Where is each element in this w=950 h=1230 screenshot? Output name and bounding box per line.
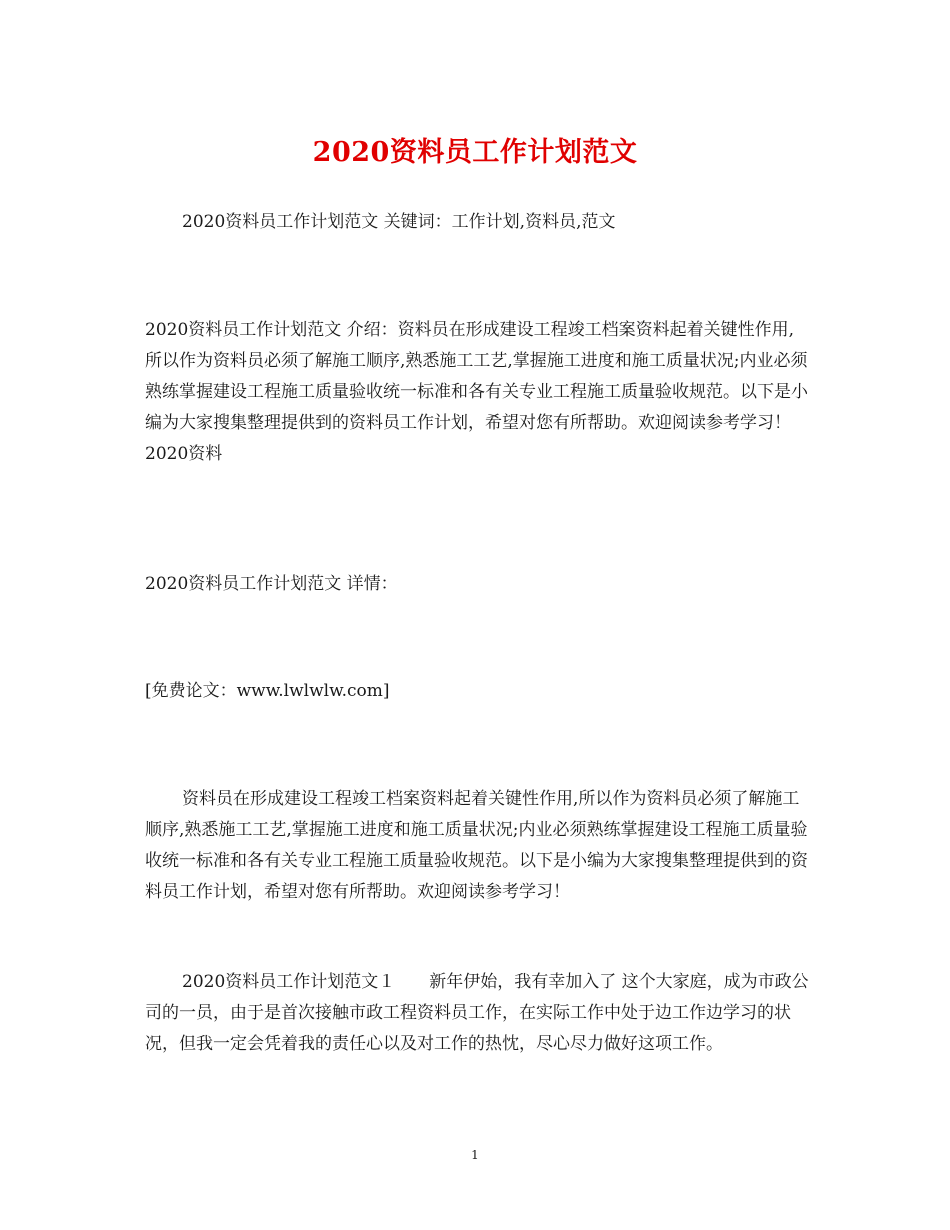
intro-paragraph: 2020资料员工作计划范文 介绍：资料员在形成建设工程竣工档案资料起着关键性作用,所以作为资料员必须了解施工顺序,熟悉施工工艺,掌握施工进度和施工质量状况;内业必须熟练掌握建设工程施工质量验收统一标准和各有关专业工程施工质量验收规范。以下是小编为大家搜集整理提供到的资料员工作计划，希望对您有所帮助。欢迎阅读参考学习！ 2020资料 [145,320,825,464]
details-line: 2020资料员工作计划范文 详情： [145,574,398,594]
body-paragraph-2: 2020资料员工作计划范文１ 新年伊始，我有幸加入了 这个大家庭，成为市政公司的一员，由于是首次接触市政工程资料员工作，在实际工作中处于边工作边学习的状况，但我一定会凭着我的责任心以及对工作的热忱，尽心尽力做好这项工作。 [145,972,809,1054]
document-title: 2020资料员工作计划范文 [312,137,638,168]
page-number: 1 [471,1148,479,1162]
body-paragraph-1: 资料员在形成建设工程竣工档案资料起着关键性作用,所以作为资料员必须了解施工顺序,熟悉施工工艺,掌握施工进度和施工质量状况;内业必须熟练掌握建设工程施工质量验收统一标准和各有关专业工程施工质量验收规范。以下是小编为大家搜集整理提供到的资料员工作计划，希望对您有所帮助。欢迎阅读参考学习！ [145,789,808,902]
free-link-line: [免费论文：www.lwlwlw.com] [145,681,390,701]
keywords-line: 2020资料员工作计划范文 关键词：工作计划,资料员,范文 [182,212,616,232]
